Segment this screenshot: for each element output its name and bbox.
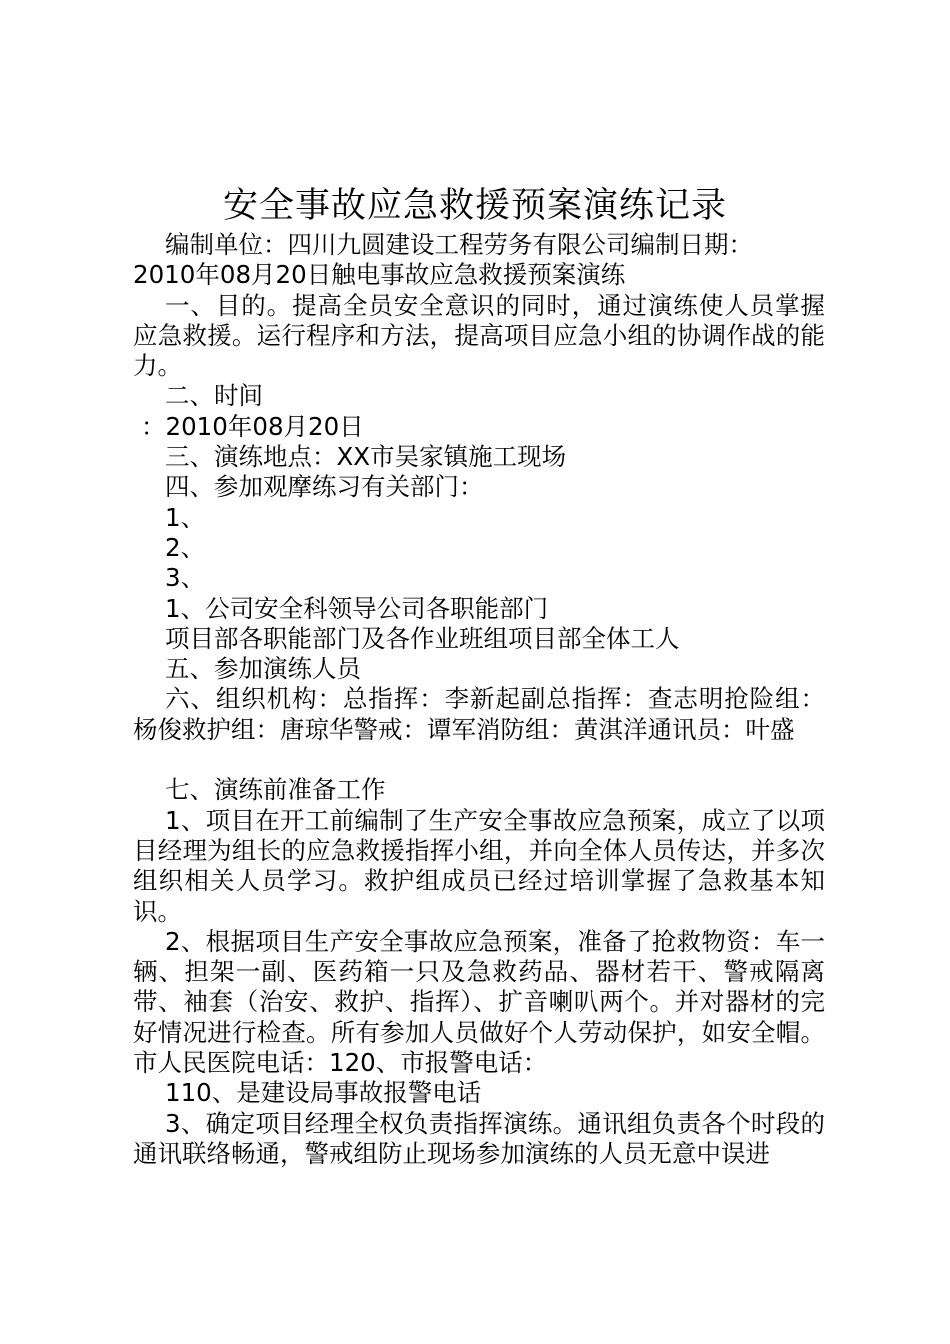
paragraph-departments-heading: 四、参加观摩练习有关部门： (165, 472, 484, 502)
document-title: 安全事故应急救援预案演练记录 (222, 186, 727, 226)
blank-line (133, 745, 825, 775)
paragraph-participants: 五、参加演练人员 (165, 654, 361, 684)
paragraph-preparation-1: 1、项目在开工前编制了生产安全事故应急预案，成立了以项目经理为组长的应急救援指挥小组，并向全体人员传达，并多次组织相关人员学习。救护组成员已经过培训掌握了急救基本知识。 (133, 805, 825, 926)
paragraph-time-value: ：2010年08月20日 (141, 411, 364, 441)
paragraph-list-item-1: 1、 (165, 502, 206, 532)
paragraph-company-departments: 1、公司安全科领导公司各职能部门 (165, 593, 549, 623)
paragraph-alarm-number: 110、是建设局事故报警电话 (165, 1078, 482, 1108)
paragraph-date-subject: 2010年08月20日触电事故应急救援预案演练 (133, 260, 626, 290)
paragraph-location: 三、演练地点：XX市吴家镇施工现场 (165, 442, 567, 472)
paragraph-preparation-3: 3、确定项目经理全权负责指挥演练。通讯组负责各个时段的通讯联络畅通，警戒组防止现场参加演练的人员无意中误进 (133, 1108, 825, 1168)
paragraph-project-departments: 项目部各职能部门及各作业班组项目部全体工人 (165, 623, 680, 653)
paragraph-purpose: 一、目的。提高全员安全意识的同时，通过演练使人员掌握应急救援。运行程序和方法，提高项目应急小组的协调作战的能力。 (133, 290, 825, 381)
paragraph-time-heading: 二、时间 (165, 381, 263, 411)
paragraph-preparation-heading: 七、演练前准备工作 (165, 775, 386, 805)
paragraph-preparation-2: 2、根据项目生产安全事故应急预案，准备了抢救物资：车一辆、担架一副、医药箱一只及急救药品、器材若干、警戒隔离带、袖套（治安、救护、指挥）、扩音喇叭两个。并对器材的完好情况进行检查。所有参加人员做好个人劳动保护，如安全帽。市人民医院电话：120、市报警电话： (133, 926, 825, 1078)
paragraph-organization: 六、组织机构：总指挥：李新起副总指挥：查志明抢险组：杨俊救护组：唐琼华警戒：谭军消防组：黄淇洋通讯员：叶盛 (133, 684, 825, 744)
paragraph-list-item-2: 2、 (165, 532, 206, 562)
paragraph-list-item-3: 3、 (165, 563, 206, 593)
paragraph-compiler-info: 编制单位：四川九圆建设工程劳务有限公司编制日期： (165, 230, 753, 259)
document-body (133, 230, 825, 1169)
